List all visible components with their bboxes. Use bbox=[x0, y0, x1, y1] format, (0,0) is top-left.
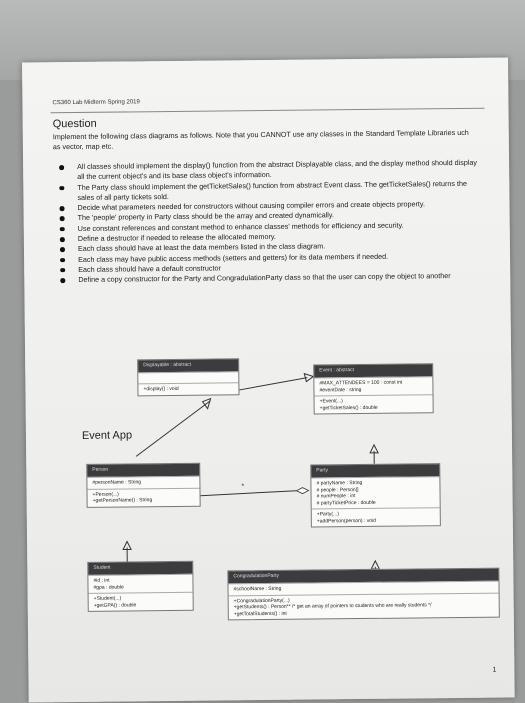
class-member: +display() : void bbox=[143, 385, 233, 392]
class-member: # partyName : String bbox=[316, 479, 434, 487]
requirement-item: Define a destructor if needed to release the allocated memory. bbox=[60, 230, 480, 245]
class-member: +Student(...) bbox=[94, 595, 188, 602]
question-intro: Implement the following class diagrams as follows. Note that you CANNOT use any classes in the Standard Template Libraries uch as vector, map etc. bbox=[53, 128, 473, 152]
class-member: #eventDate : string bbox=[319, 386, 427, 394]
class-member: +getStudents() : Person** /* get an array of pointers to students who are really students */ bbox=[234, 602, 494, 611]
uml-class-party bbox=[310, 463, 441, 527]
class-member: +Event(...) bbox=[320, 397, 428, 405]
class-member: #personName : String bbox=[92, 479, 194, 487]
class-attributes bbox=[88, 574, 192, 593]
class-title: Party bbox=[311, 464, 439, 477]
class-title: Displayable : abstract bbox=[138, 359, 238, 372]
question-title: Question bbox=[53, 118, 97, 130]
requirement-item: The Party class should implement the getTicketSales() function from abstract Event class. The getTicketSales() returns the sales of all party tickets sold. bbox=[59, 178, 479, 203]
class-methods bbox=[89, 592, 193, 611]
class-member: #schoolName : String bbox=[234, 584, 494, 593]
requirement-item: Each class may have public access methods (setters and getters) for its data members if needed. bbox=[60, 250, 480, 265]
class-methods bbox=[312, 507, 440, 526]
class-member: +getTotalStudents() : int bbox=[234, 608, 494, 617]
class-member: +Party(...) bbox=[317, 510, 435, 518]
class-methods bbox=[315, 394, 433, 413]
uml-class-event bbox=[313, 363, 434, 414]
class-member: +CongradulationParty(...) bbox=[234, 595, 494, 604]
uml-class-displayable bbox=[137, 358, 239, 396]
class-title: Event : abstract bbox=[314, 364, 432, 377]
class-member: #MAX_ATTENDEES = 100 : const int bbox=[319, 379, 427, 387]
class-member: #gpa : double bbox=[93, 583, 187, 590]
class-member: +getPersonName() : String bbox=[93, 497, 195, 505]
requirement-item: Each class should have at least the data members listed in the class diagram. bbox=[60, 240, 480, 255]
document-header: CS360 Lab Midterm Spring 2019 bbox=[52, 99, 139, 106]
class-attributes bbox=[311, 476, 439, 508]
class-member: # people : Person[] bbox=[316, 486, 434, 494]
svg-text:*: * bbox=[241, 483, 244, 490]
requirement-item: Define a copy constructor for the Party and CongradulationParty class so that the user can copy the object to another bbox=[60, 271, 480, 286]
exam-paper bbox=[22, 57, 515, 702]
uml-class-student bbox=[87, 561, 194, 612]
class-methods bbox=[87, 487, 199, 506]
class-member: # numPeople : int bbox=[317, 492, 435, 500]
requirement-item: Use constant references and constant method to enhance classes' methods for efficiency and security. bbox=[60, 220, 480, 235]
class-methods bbox=[229, 592, 499, 619]
page-number: 1 bbox=[492, 667, 496, 674]
uml-class-congradulation-party bbox=[227, 568, 500, 621]
requirement-item: Each class should have a default constructor bbox=[60, 261, 480, 276]
uml-class-person bbox=[86, 463, 200, 508]
diagram-label: Event App bbox=[82, 429, 132, 442]
class-attributes bbox=[314, 376, 432, 395]
requirement-item: Decide what parameters needed for constructors without causing compiler errors and create objects property. bbox=[59, 199, 479, 214]
class-member: #id : int bbox=[93, 577, 187, 584]
class-member: # partyTicketPrice : double bbox=[317, 499, 435, 507]
class-title: Student bbox=[88, 562, 192, 575]
class-member: +addPerson(person) : void bbox=[317, 517, 435, 525]
requirement-item: The 'people' property in Party class should be the array and created dynamically. bbox=[60, 209, 480, 224]
class-member: +Person(...) bbox=[93, 490, 195, 498]
requirement-item: All classes should implement the display() function from the abstract Displayable class, and the display method should display all the current object's and its base class object's information. bbox=[59, 158, 479, 183]
class-title: CongradulationParty bbox=[228, 569, 498, 584]
class-member: +getGPA() : double bbox=[94, 601, 188, 608]
class-member: +getTicketSales() : double bbox=[320, 404, 428, 412]
class-methods bbox=[138, 382, 238, 395]
class-title: Person bbox=[87, 464, 199, 477]
